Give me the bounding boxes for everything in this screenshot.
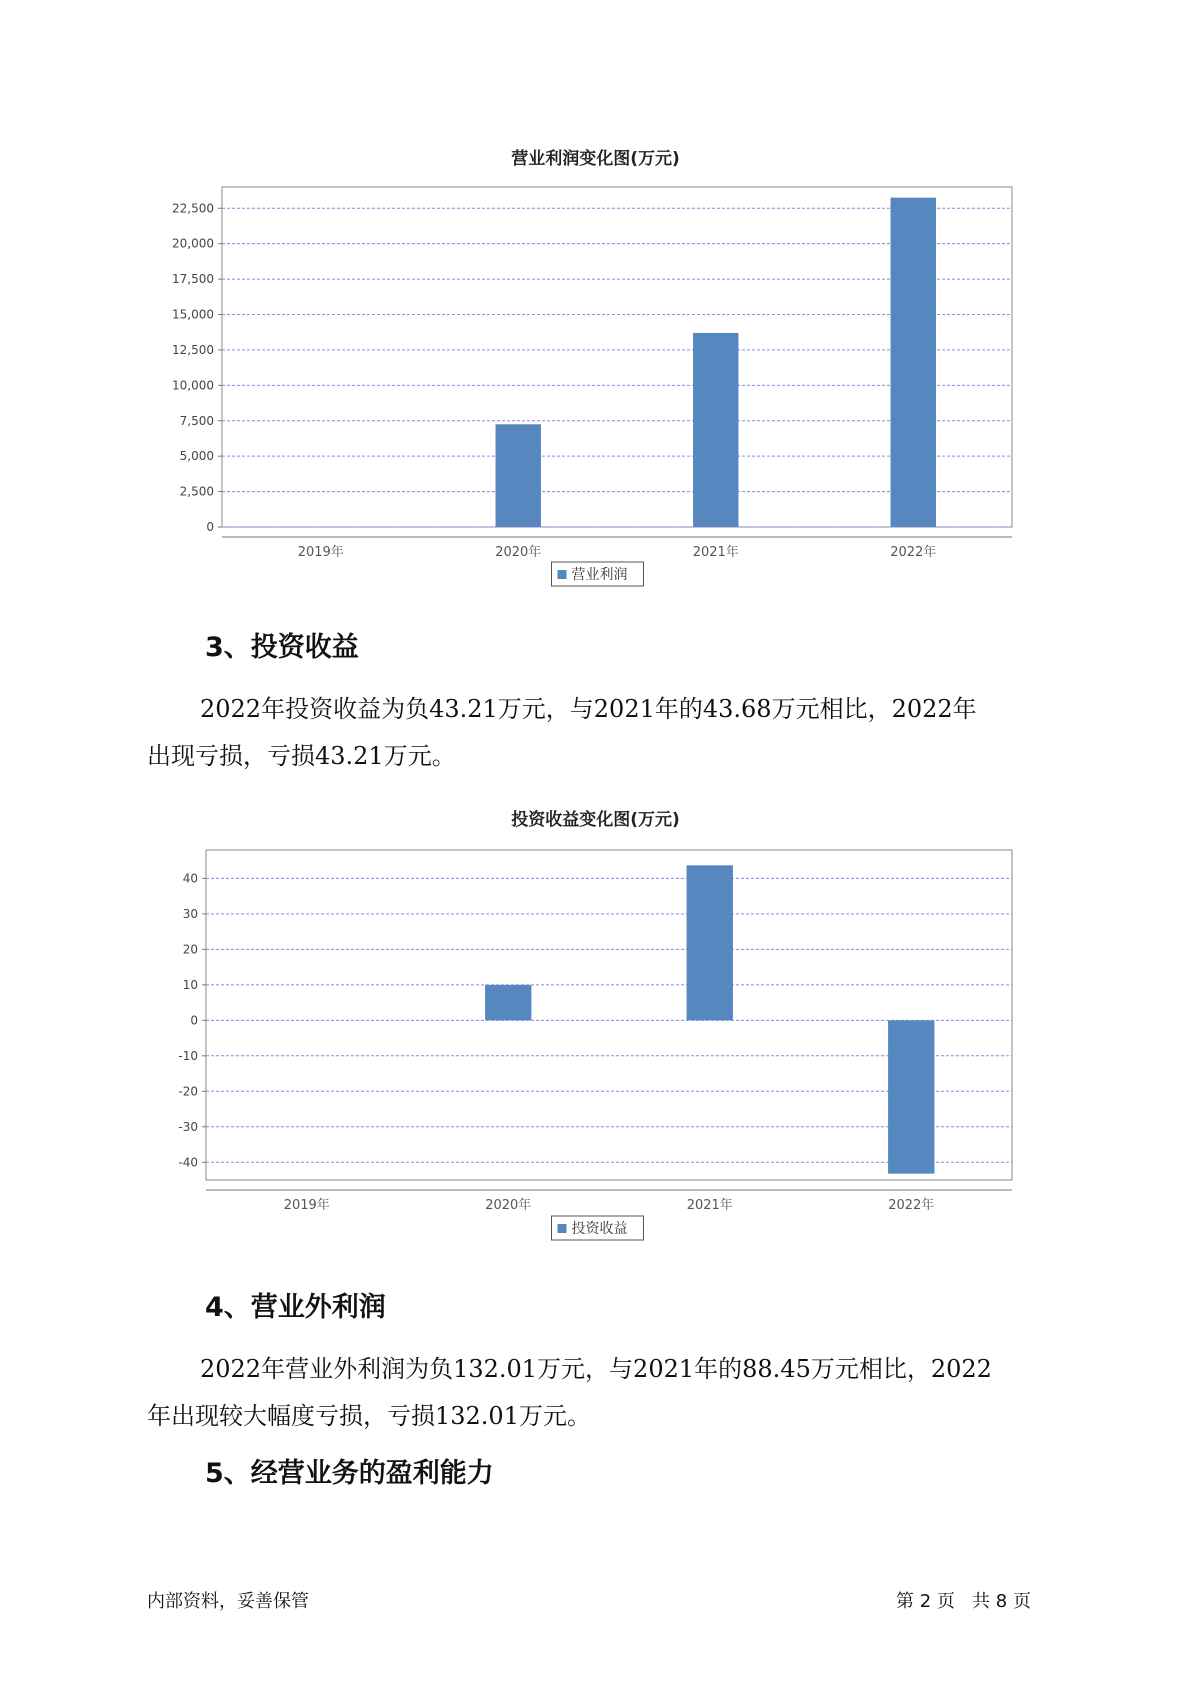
legend bbox=[552, 1216, 644, 1240]
paragraph-line: 年出现较大幅度亏损，亏损132.01万元。 bbox=[147, 1402, 591, 1430]
y-tick-label: -20 bbox=[178, 1084, 198, 1099]
y-tick-label: 40 bbox=[182, 871, 198, 886]
bar-2022年 bbox=[888, 1020, 934, 1173]
y-tick-label: 30 bbox=[182, 906, 198, 921]
y-tick-label: 12,500 bbox=[172, 342, 214, 357]
bar-2020年 bbox=[485, 985, 531, 1020]
non-operating-profit-paragraph bbox=[147, 1346, 1057, 1440]
y-tick-label: 17,500 bbox=[172, 272, 214, 287]
y-tick-label: 5,000 bbox=[179, 449, 214, 464]
operating-profit-chart-title: 营业利润变化图(万元) bbox=[511, 149, 680, 169]
y-tick-label: 2,500 bbox=[179, 484, 214, 499]
paragraph-line: 2022年投资收益为负43.21万元，与2021年的43.68万元相比，2022年 bbox=[200, 695, 977, 723]
x-tick-label: 2021年 bbox=[692, 545, 739, 560]
y-tick-label: 20 bbox=[182, 942, 198, 957]
y-tick-label: 22,500 bbox=[172, 201, 214, 216]
y-tick-label: 10 bbox=[182, 977, 198, 992]
legend-swatch bbox=[558, 1224, 567, 1233]
y-tick-label: 7,500 bbox=[179, 413, 214, 428]
legend-label: 营业利润 bbox=[571, 567, 628, 583]
legend-label: 投资收益 bbox=[571, 1221, 628, 1237]
footer-confidential-note: 内部资料，妥善保管 bbox=[147, 1591, 309, 1612]
x-tick-label: 2022年 bbox=[888, 1198, 935, 1213]
x-tick-label: 2020年 bbox=[495, 545, 542, 560]
section-heading-profitability: 5、经营业务的盈利能力 bbox=[205, 1458, 494, 1489]
y-tick-label: 0 bbox=[206, 520, 214, 534]
y-tick-label: -40 bbox=[178, 1155, 198, 1170]
paragraph-line: 2022年营业外利润为负132.01万元，与2021年的88.45万元相比，2022 bbox=[200, 1355, 992, 1383]
x-tick-label: 2019年 bbox=[283, 1198, 330, 1213]
x-tick-label: 2019年 bbox=[297, 545, 344, 560]
y-tick-label: -30 bbox=[178, 1119, 198, 1134]
y-tick-label: 15,000 bbox=[172, 307, 214, 322]
x-tick-label: 2021年 bbox=[686, 1198, 733, 1213]
y-tick-label: 20,000 bbox=[172, 236, 214, 251]
bar-2021年 bbox=[687, 865, 733, 1020]
y-tick-label: 10,000 bbox=[172, 378, 214, 393]
y-tick-label: 0 bbox=[190, 1013, 198, 1028]
x-tick-label: 2020年 bbox=[485, 1198, 532, 1213]
investment-income-chart-title: 投资收益变化图(万元) bbox=[511, 810, 680, 830]
footer-page-number: 第 2 页 共 8 页 bbox=[896, 1591, 1031, 1612]
section-heading-investment-income: 3、投资收益 bbox=[205, 632, 359, 663]
section-heading-non-operating-profit: 4、营业外利润 bbox=[205, 1292, 386, 1323]
paragraph-line: 出现亏损，亏损43.21万元。 bbox=[147, 742, 456, 770]
x-tick-label: 2022年 bbox=[890, 545, 937, 560]
y-tick-label: -10 bbox=[178, 1048, 198, 1063]
